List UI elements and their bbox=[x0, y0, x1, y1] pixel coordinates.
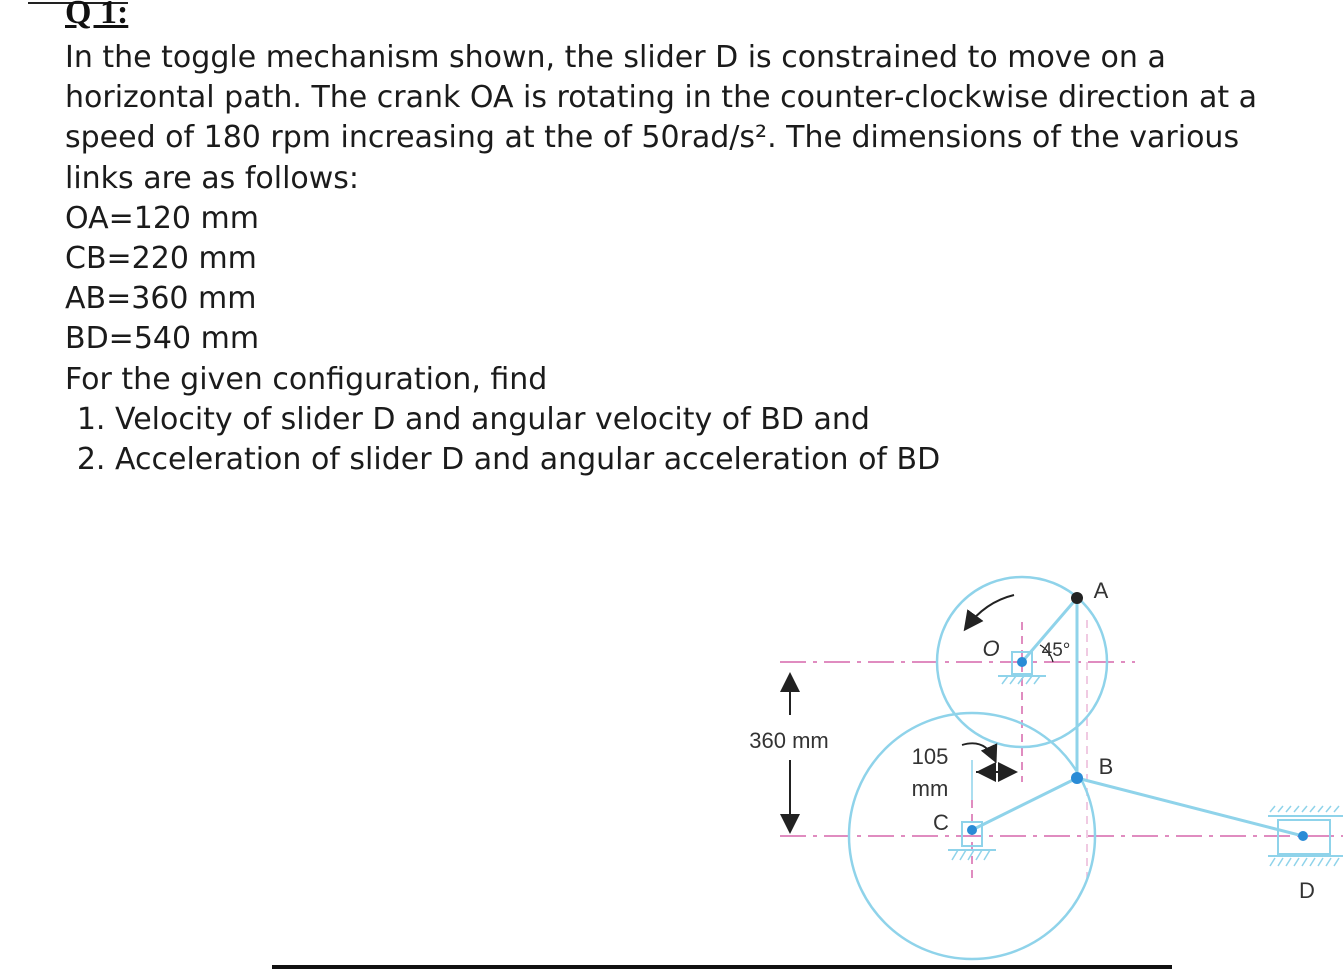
toggle-mechanism-diagram bbox=[700, 560, 1343, 965]
question-intro: In the toggle mechanism shown, the slider D is constrained to move on a horizontal path. The crank OA is rotating in the counter-clockwise direction at a speed of 180 rpm increasing at the of 50rad/s². The dimensions of the various links are as follows: bbox=[65, 40, 1258, 196]
question-body bbox=[65, 38, 1315, 480]
dimension-bd: BD=540 mm bbox=[65, 321, 260, 357]
task-item-1: 1. Velocity of slider D and angular velocity of BD and bbox=[115, 400, 1315, 440]
question-title: Q 1: bbox=[65, 0, 129, 31]
label-c: C bbox=[933, 810, 949, 835]
label-horizontal-dim-value: 105 bbox=[911, 744, 949, 769]
task-item-2: 2. Acceleration of slider D and angular acceleration of BD bbox=[115, 440, 1315, 480]
horizontal-dimension bbox=[962, 743, 1014, 800]
rotation-arrow-icon bbox=[966, 595, 1014, 628]
fixed-pivot-c bbox=[948, 822, 996, 860]
dimension-cb: CB=220 mm bbox=[65, 241, 257, 277]
label-d: D bbox=[1299, 878, 1315, 903]
joint-b bbox=[1071, 772, 1083, 784]
joint-a bbox=[1071, 592, 1083, 604]
link-bd bbox=[1077, 778, 1303, 836]
find-prompt: For the given configuration, find bbox=[65, 361, 548, 397]
dimension-oa: OA=120 mm bbox=[65, 200, 259, 236]
label-angle: 45° bbox=[1041, 640, 1071, 661]
link-cb bbox=[972, 778, 1077, 830]
label-o: O bbox=[982, 636, 1000, 661]
bottom-rule bbox=[272, 965, 1172, 969]
label-vertical-dim: 360 mm bbox=[749, 728, 829, 753]
task-list bbox=[65, 400, 1315, 480]
dimension-ab: AB=360 mm bbox=[65, 281, 257, 317]
label-b: B bbox=[1098, 754, 1114, 779]
label-a: A bbox=[1093, 578, 1109, 603]
label-horizontal-dim-unit: mm bbox=[911, 776, 949, 801]
